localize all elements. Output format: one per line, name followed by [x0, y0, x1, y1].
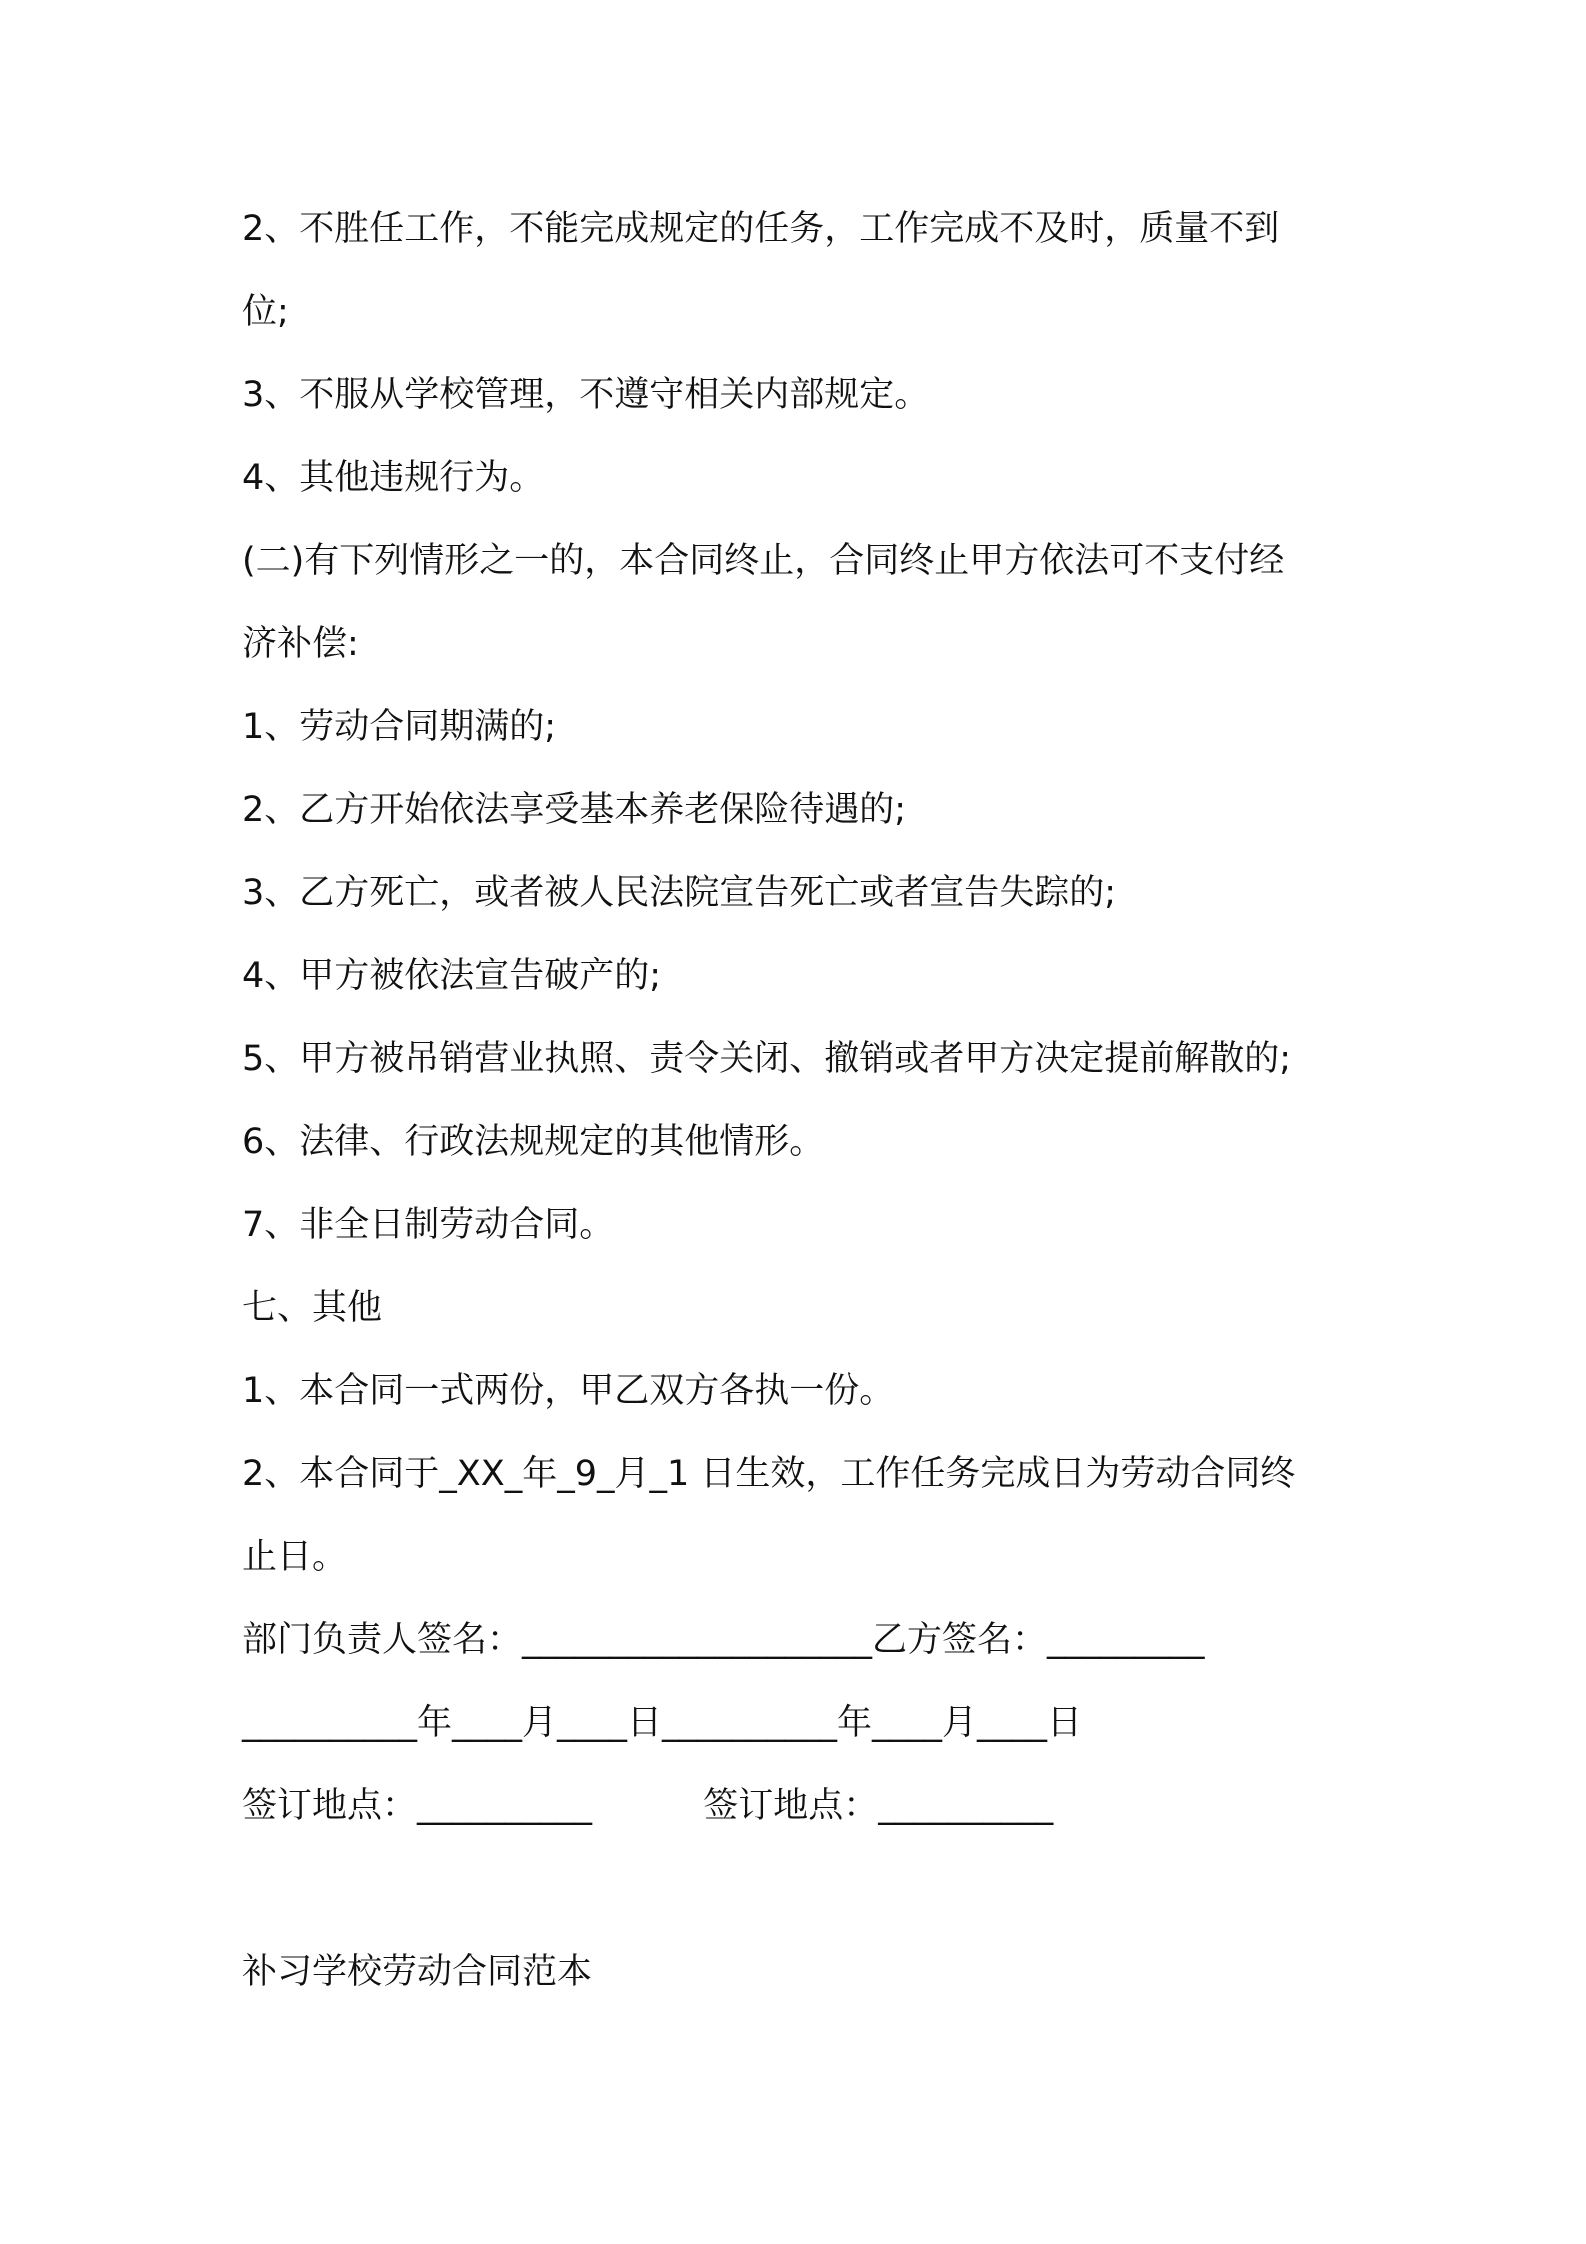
other-item-2-continuation: 止日。 — [242, 1537, 348, 1577]
other-item-2: 2、本合同于_XX_年_9_月_1 日生效，工作任务完成日为劳动合同终 — [242, 1454, 1296, 1494]
other-item-1: 1、本合同一式两份，甲乙双方各执一份。 — [242, 1371, 895, 1411]
termination-item-1: 1、劳动合同期满的; — [242, 707, 557, 747]
clause-4-text: 4、其他违规行为。 — [242, 458, 545, 498]
next-document-title: 补习学校劳动合同范本 — [242, 1952, 593, 1992]
section-termination-heading: (二)有下列情形之一的，本合同终止，合同终止甲方依法可不支付经 — [242, 541, 1285, 581]
termination-item-6: 6、法律、行政法规规定的其他情形。 — [242, 1122, 825, 1162]
termination-item-5: 5、甲方被吊销营业执照、责令关闭、撤销或者甲方决定提前解散的; — [242, 1039, 1292, 1079]
clause-3-text: 3、不服从学校管理，不遵守相关内部规定。 — [242, 375, 930, 415]
termination-item-2: 2、乙方开始依法享受基本养老保险待遇的; — [242, 790, 907, 830]
signature-line: 部门负责人签名：____________________乙方签名：_________ — [242, 1620, 1205, 1660]
termination-item-7: 7、非全日制劳动合同。 — [242, 1205, 615, 1245]
section-other-heading: 七、其他 — [242, 1288, 383, 1328]
termination-item-3: 3、乙方死亡，或者被人民法院宣告死亡或者宣告失踪的; — [242, 873, 1117, 913]
section-termination-continuation: 济补偿: — [242, 624, 359, 664]
signing-location-line: 签订地点：__________ 签订地点：__________ — [242, 1786, 1054, 1826]
termination-item-4: 4、甲方被依法宣告破产的; — [242, 956, 662, 996]
date-line: __________年____月____日__________年____月____日 — [242, 1703, 1083, 1743]
clause-2-text: 2、不胜任工作，不能完成规定的任务，工作完成不及时，质量不到 — [242, 209, 1280, 249]
clause-2-continuation: 位; — [242, 292, 289, 332]
